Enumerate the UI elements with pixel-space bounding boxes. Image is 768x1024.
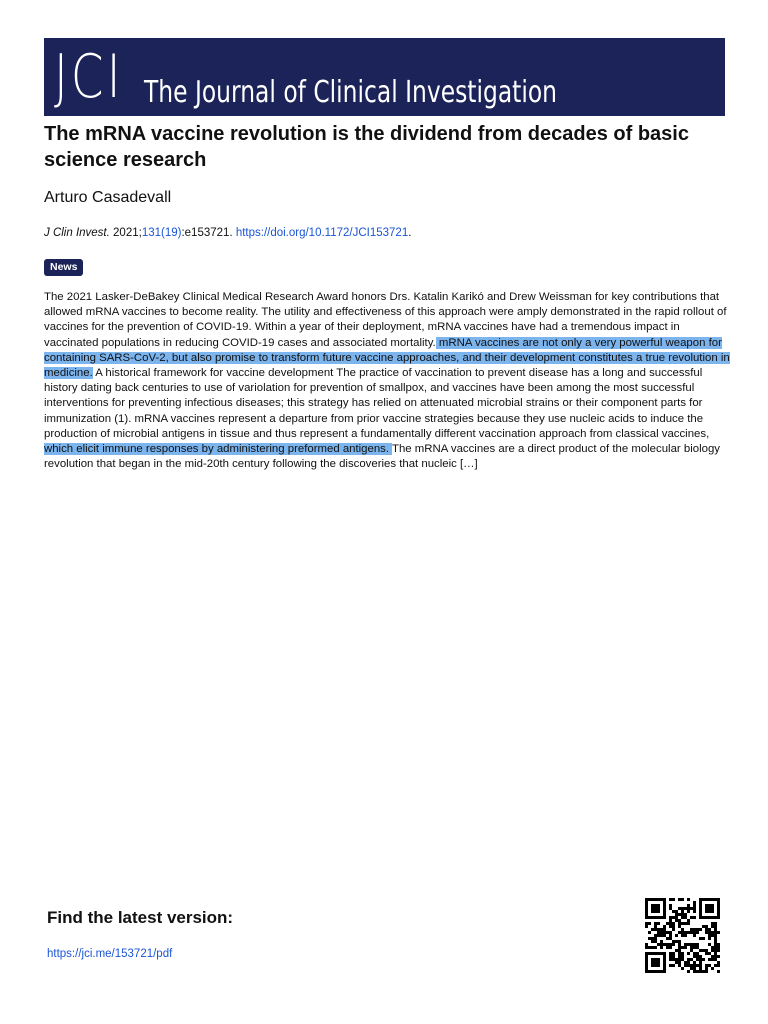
citation-period: . — [408, 227, 412, 239]
abstract-text — [44, 290, 732, 472]
abstract-part-1: The 2021 Lasker-DeBakey Clinical Medical Research Award honors Drs. Katalin Karikó and Drew Weissman for key contributions that allowed mRNA vaccines to become reality. The utility and effectiveness of this approach were amply demonstrated in the rapid rollout of vaccines for the prevention of COVID-19. Within a year of their deployment, mRNA vaccines have had a tremendous impact in vaccinated populations in reducing COVID-19 cases and associated mortality. — [44, 291, 727, 349]
citation-article-id: :e153721. — [181, 227, 236, 239]
qr-code — [645, 898, 720, 973]
abstract-part-3: The mRNA vaccines are a direct product of the molecular biology revolution that began in the mid-20th century following the discoveries that nucleic […] — [44, 443, 720, 471]
find-latest-heading: Find the latest version: — [47, 908, 234, 927]
citation-volume-link[interactable]: 131(19) — [141, 227, 182, 239]
author-name: Arturo Casadevall — [44, 189, 172, 206]
jci-logo: JCI — [54, 42, 124, 112]
abstract-part-2: A historical framework for vaccine development The practice of vaccination to prevent disease has a long and successful history dating back centuries to use of variolation for prevention of smallpox, and vaccines have been among the most successful interventions for preventing infectious diseases; this strategy has relied on attenuated microbial strains or their component parts for immunization (1). mRNA vaccines represent a departure from prior vaccine strategies because they use nucleic acids to induce the production of microbial antigens in tissue and thus represent a fundamentally different vaccination approach from classical vaccines, — [44, 367, 710, 440]
news-badge: News — [44, 259, 83, 276]
journal-banner — [44, 38, 725, 116]
article-title: The mRNA vaccine revolution is the dividend from decades of basic science research — [44, 123, 689, 171]
citation-doi-link[interactable]: https://doi.org/10.1172/JCI153721 — [235, 227, 409, 239]
latest-version-link[interactable]: https://jci.me/153721/pdf — [47, 948, 173, 960]
abstract-highlight-2[interactable]: which elicit immune responses by administering preformed antigens. — [44, 443, 393, 456]
citation-journal: J Clin Invest. — [44, 227, 110, 239]
abstract-highlight-1[interactable]: mRNA vaccines are not only a very powerful weapon for containing SARS-CoV-2, but also promise to transform future vaccine approaches, and their development constitutes a true revolution in medicine. — [44, 336, 730, 380]
citation — [44, 227, 411, 239]
journal-name: The Journal of Clinical Investigation — [144, 75, 557, 110]
citation-year: 2021; — [109, 227, 142, 239]
